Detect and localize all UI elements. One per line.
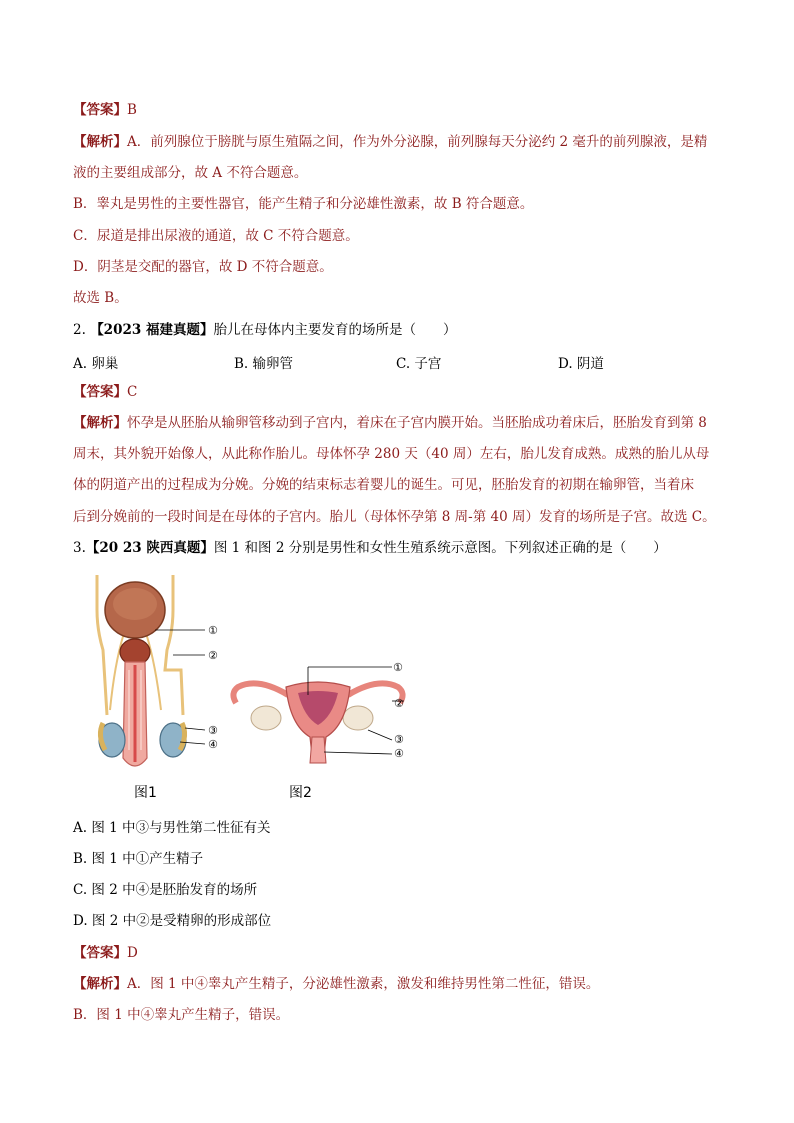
q1-answer — [73, 101, 137, 119]
analysis-tag: 【解析】 — [73, 976, 127, 992]
analysis-text: A．图 1 中④睾丸产生精子，分泌雄性激素，激发和维持男性第二性征，错误。 — [127, 976, 600, 992]
q2-stem — [73, 321, 456, 339]
q1-analysis-line-3: B．睾丸是男性的主要性器官，能产生精子和分泌雄性激素，故 B 符合题意。 — [73, 196, 534, 212]
fig1-label-1: ① — [208, 624, 218, 637]
q1-analysis-line-2: 液的主要组成部分，故 A 不符合题意。 — [73, 165, 308, 181]
fig1-label-4: ④ — [208, 738, 218, 751]
q1-analysis-line-4: C．尿道是排出尿液的通道，故 C 不符合题意。 — [73, 228, 359, 244]
q1-analysis-line-5: D．阴茎是交配的器官，故 D 不符合题意。 — [73, 259, 333, 275]
answer-value: B — [127, 102, 137, 118]
question-number: 2. — [73, 322, 86, 338]
q3-answer — [73, 944, 138, 962]
fig2-label-4: ④ — [394, 747, 404, 760]
q3-option-c: C. 图 2 中④是胚胎发育的场所 — [73, 882, 258, 898]
analysis-text: 怀孕是从胚胎从输卵管移动到子宫内，着床在子宫内膜开始。当胚胎成功着床后，胚胎发育到第 8 — [127, 415, 707, 431]
vas-deferens-left — [97, 575, 107, 715]
figure-1-male-reproductive-diagram — [85, 570, 235, 780]
answer-value: C — [127, 384, 138, 400]
analysis-tag: 【解析】 — [73, 134, 127, 150]
q3-analysis-line-1 — [73, 975, 599, 993]
q3-option-d: D. 图 2 中②是受精卵的形成部位 — [73, 913, 272, 929]
q2-analysis-line-1 — [73, 414, 707, 432]
ovary-left — [251, 706, 281, 730]
q3-stem — [73, 539, 667, 557]
fig1-label-3: ③ — [208, 724, 218, 737]
question-number: 3. — [73, 540, 86, 556]
q2-options — [73, 352, 723, 370]
vas-deferens-right — [165, 575, 183, 715]
question-source: 【20 23 陕西真题】 — [85, 540, 214, 556]
q3-analysis-line-2: B．图 1 中④睾丸产生精子，错误。 — [73, 1007, 290, 1023]
figure-2-female-reproductive-diagram — [228, 655, 418, 770]
analysis-text: A．前列腺位于膀胱与原生殖隔之间，作为外分泌腺，前列腺每天分泌约 2 毫升的前列腺液，是精 — [127, 134, 708, 150]
fallopian-tube-left — [233, 683, 288, 703]
question-source: 【2023 福建真题】 — [90, 322, 214, 338]
question-text: 胎儿在母体内主要发育的场所是（ ） — [213, 322, 457, 338]
figure-2-caption: 图2 — [289, 785, 312, 801]
answer-value: D — [127, 945, 138, 961]
fig2-label-2: ② — [394, 697, 404, 710]
q2-answer — [73, 383, 137, 401]
q1-analysis-line-1 — [73, 133, 707, 151]
prostate-shape — [120, 639, 150, 665]
option-c: C. 子宫 — [396, 356, 442, 372]
q2-analysis-line-3: 体的阴道产出的过程成为分娩。分娩的结束标志着婴儿的诞生。可见，胚胎发育的初期在输卵管，当着床 — [73, 477, 694, 493]
analysis-tag: 【解析】 — [73, 415, 127, 431]
q2-analysis-line-4: 后到分娩前的一段时间是在母体的子宫内。胎儿（母体怀孕第 8 周-第 40 周）发育的场所是子宫。故选 C。 — [73, 509, 716, 525]
q2-analysis-line-2: 周末，其外貌开始像人，从此称作胎儿。母体怀孕 280 天（40 周）左右，胎儿发育成熟。成熟的胎儿从母 — [73, 446, 710, 462]
fig1-label-2: ② — [208, 649, 218, 662]
option-b: B. 输卵管 — [234, 356, 294, 372]
q3-option-a: A. 图 1 中③与男性第二性征有关 — [73, 820, 271, 836]
q1-analysis-line-6: 故选 B。 — [73, 290, 128, 306]
option-d: D. 阴道 — [558, 356, 604, 372]
q3-option-b: B. 图 1 中①产生精子 — [73, 851, 204, 867]
answer-tag: 【答案】 — [73, 384, 127, 400]
fig2-label-3: ③ — [394, 733, 404, 746]
question-text: 图 1 和图 2 分别是男性和女性生殖系统示意图。下列叙述正确的是（ ） — [213, 540, 667, 556]
option-a: A. 卵巢 — [73, 356, 119, 372]
fig2-label-1: ① — [393, 661, 403, 674]
answer-tag: 【答案】 — [73, 102, 127, 118]
vagina-shape — [310, 737, 326, 763]
answer-tag: 【答案】 — [73, 945, 127, 961]
figure-1-caption: 图1 — [134, 785, 157, 801]
ovary-right — [343, 706, 373, 730]
